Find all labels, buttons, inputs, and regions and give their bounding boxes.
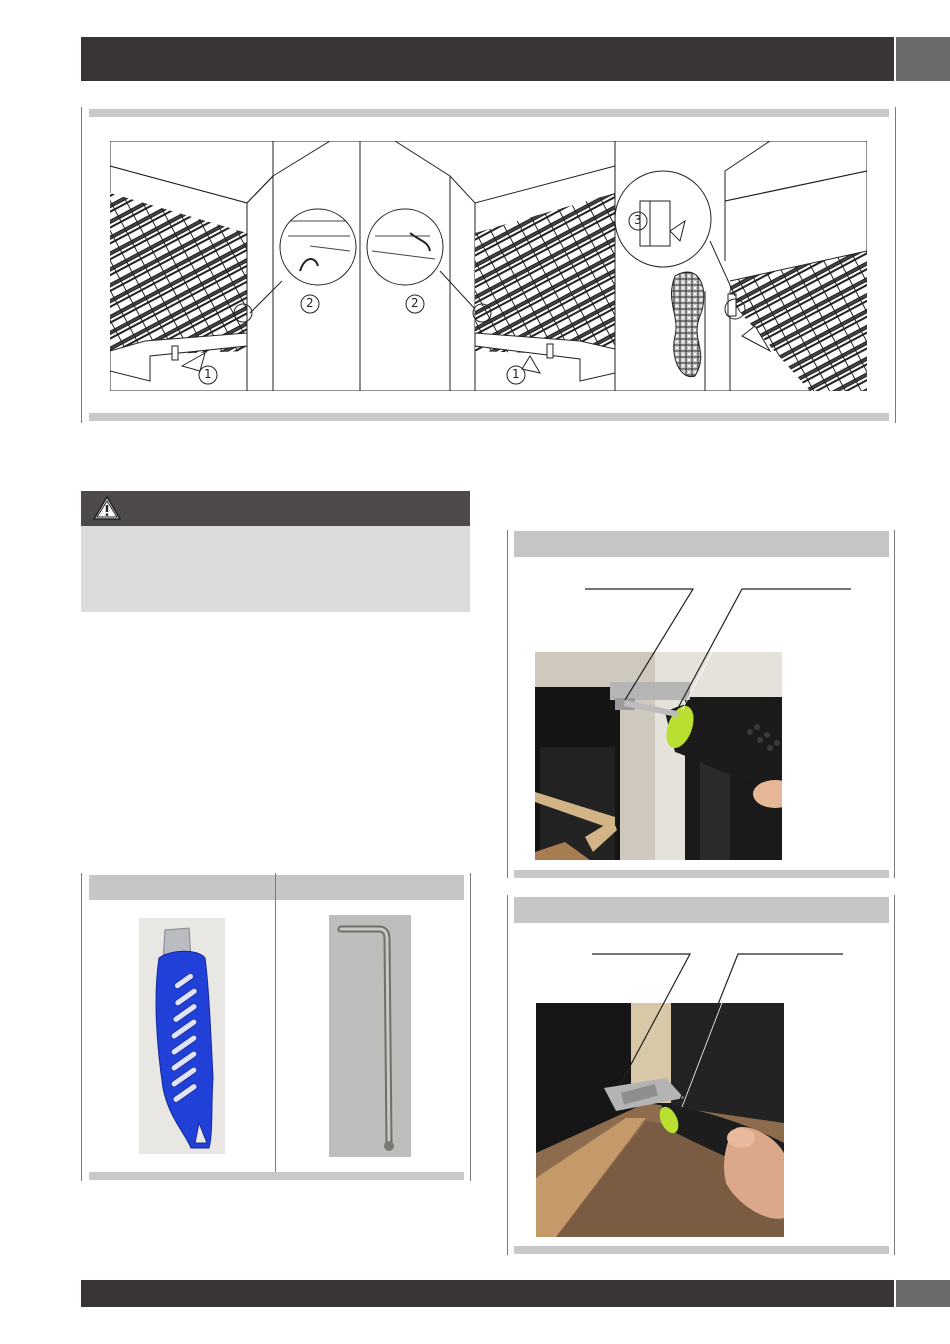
illustration-top-rule [89, 109, 889, 117]
photo-panel-2-bottom-rule [514, 1246, 889, 1254]
step-label-1a: 1 [204, 367, 212, 381]
allen-key-photo [329, 915, 411, 1157]
photo-panel-1-header [514, 531, 889, 557]
illustration-frame-right [895, 107, 896, 423]
footer-text [81, 1287, 95, 1299]
utility-knife-photo [139, 918, 225, 1154]
warning-header [81, 491, 470, 526]
photo-panel-2-leader-lines [500, 945, 900, 1115]
header-bar [81, 37, 894, 81]
tools-frame-right [470, 873, 471, 1181]
step-label-3: 3 [634, 213, 642, 227]
tools-column-divider [275, 873, 276, 1173]
header-title [81, 51, 95, 67]
illustration-bottom-rule [89, 413, 889, 421]
illustration-frame-left [81, 107, 82, 423]
footer-tab [896, 1280, 950, 1307]
header-tab [896, 37, 950, 81]
photo-panel-2-header [514, 897, 889, 923]
warning-text [81, 526, 470, 546]
step-label-2b: 2 [411, 296, 419, 310]
tools-col-header-2 [276, 875, 464, 900]
footer-bar [81, 1280, 894, 1307]
photo-panel-1-leader-lines [500, 580, 900, 720]
tools-col-header-1 [89, 875, 275, 900]
warning-triangle-icon [93, 495, 121, 521]
tools-frame-left [81, 873, 82, 1181]
step-label-1b: 1 [512, 367, 520, 381]
photo-panel-1-bottom-rule [514, 870, 889, 878]
tools-bottom-rule [89, 1172, 464, 1180]
step-label-2a: 2 [306, 296, 314, 310]
warning-body [81, 526, 470, 612]
door-hinge-illustration [110, 141, 867, 391]
